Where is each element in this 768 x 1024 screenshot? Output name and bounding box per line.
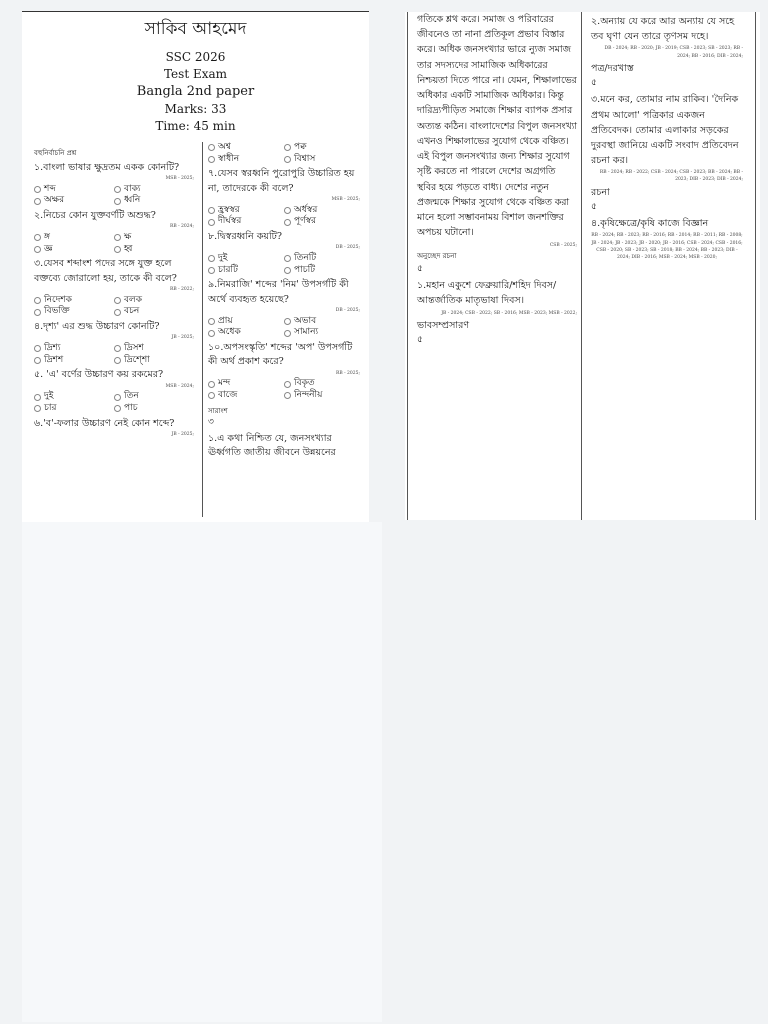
option[interactable] [34, 403, 114, 415]
options [34, 391, 194, 414]
question: ৫. 'এ' বর্ণের উচ্চারণ কয় রকমের? [34, 369, 164, 381]
radio-icon [208, 330, 215, 337]
option[interactable] [284, 205, 360, 217]
radio-icon [284, 207, 291, 214]
section-paragraph-marks: ৫ [417, 263, 423, 274]
option[interactable] [284, 327, 360, 339]
ref: DB - 2025; [335, 245, 360, 251]
option[interactable] [114, 195, 194, 207]
question: ৮.দ্বিস্বরধ্বনি কয়টি? [208, 231, 282, 242]
radio-icon [34, 309, 41, 316]
section-summary: সারাংশ [208, 406, 228, 415]
radio-icon [284, 381, 291, 388]
section-letter-marks: ৫ [591, 77, 597, 88]
option[interactable] [208, 327, 284, 339]
section-summary-marks: ৩ [208, 417, 214, 428]
option-label: দুই [218, 253, 228, 263]
subject: Bangla 2nd paper [136, 84, 255, 99]
ref: MSB - 2025; [331, 196, 360, 202]
radio-icon [34, 186, 41, 193]
option-label: পাচটি [294, 264, 316, 275]
options [208, 205, 360, 228]
question: ৬.'ব'-ফলার উচ্চারণ নেই কোন শব্দে? [34, 417, 175, 429]
options [208, 378, 360, 401]
question: ১.বাংলা ভাষার ক্ষুদ্রতম একক কোনটি? [34, 161, 180, 173]
ref: RB - 2025; [335, 370, 360, 376]
option[interactable] [208, 316, 284, 328]
option-label: হ্ব [124, 243, 133, 254]
option[interactable] [34, 184, 114, 196]
option-label: চার [44, 402, 57, 413]
ref: DB - 2025; [335, 307, 360, 313]
option[interactable] [284, 316, 360, 328]
radio-icon [34, 246, 41, 253]
radio-icon [208, 267, 215, 274]
column-1 [34, 146, 194, 440]
section-paragraph: অনুচ্ছেদ রচনা [417, 251, 457, 260]
option[interactable] [34, 343, 114, 355]
radio-icon [114, 198, 121, 205]
options [34, 295, 194, 318]
option[interactable] [34, 232, 114, 244]
radio-icon [34, 234, 41, 241]
exam-type: Test Exam [163, 67, 228, 81]
option-label: দ্রিশ্শো [124, 354, 150, 365]
option[interactable] [34, 355, 114, 367]
radio-icon [34, 297, 41, 304]
option[interactable] [114, 391, 194, 403]
radio-icon [284, 392, 291, 399]
option-label: জ্ঞ [44, 243, 53, 254]
marks: Marks: 33 [164, 102, 227, 116]
option-label: নিদেশক [44, 294, 72, 305]
option-label: ধ্বনি [124, 195, 141, 206]
option[interactable]: স্বাধীন [208, 154, 284, 166]
radio-icon [114, 405, 121, 412]
option[interactable] [284, 216, 360, 228]
question: ৩.যেসব শব্দাংশ পদের সঙ্গে যুক্ত হলে বক্তব্যে জোরালো হয়, তাকে কী বলে? [34, 258, 177, 284]
ref: RB - 2024; RB - 2023; RB - 2016; RB - 2014; RB - 2011; RB - 2008; JB - 2024; JB - 2023; JB - 2020; JB - 2016; CSB - 2024; CSB - 2016; CSB - 2020; SB - 2023; SB - 2018; BB - 2024; BB - 2023; DIB - 2024; DIB - 2016; MSB - 2024; MSB - 2020; [591, 233, 743, 260]
question: ৭.যেসব স্বরধ্বনি পুরোপুরি উচ্চারিত হয় না, তাদেরকে কী বলে? [208, 168, 355, 194]
radio-icon [284, 156, 291, 163]
option-label: অধেক [218, 327, 241, 338]
radio-icon [208, 318, 215, 325]
option[interactable] [208, 378, 284, 390]
radio-icon [34, 394, 41, 401]
option[interactable] [114, 244, 194, 256]
option-label: তিন [124, 391, 139, 402]
question: ৪.দৃশ্য' এর শুদ্ধ উচ্চারণ কোনটি? [34, 320, 160, 332]
page-right-left-edge [407, 12, 408, 520]
column-divider-right [581, 12, 582, 520]
radio-icon [114, 297, 121, 304]
radio-icon [284, 219, 291, 226]
option[interactable]: অশ্ব [208, 142, 284, 154]
radio-icon [208, 219, 215, 226]
options [34, 232, 194, 255]
blank-area [22, 522, 382, 1022]
section-expansion: ভাবসম্প্রসারণ [417, 319, 470, 331]
option[interactable] [208, 205, 284, 217]
radio-icon [34, 198, 41, 205]
radio-icon [114, 357, 121, 364]
page-left [22, 12, 369, 522]
radio-icon [208, 144, 215, 151]
option-label: শব্দ [44, 183, 56, 194]
option-label: বলক [124, 294, 143, 305]
ref: CSB - 2025; [549, 242, 577, 248]
option[interactable] [34, 195, 114, 207]
option-label: প্রায় [218, 315, 233, 326]
ref: RB - 2024; [169, 224, 194, 230]
summary-paragraph: গতিকে শ্লথ করে। সমাজ ও পরিবারের জীবনেও তা নানা প্রতিকূল প্রভাব বিস্তার করে। অধিক জনসংখ্যার ভারে ন্যুজ সমাজ তার সদস্যদের সামাজিক অধিকারের নিশ্চয়তা দিতে পারে না। যেমন, শিক্ষালাভের অধিকার একটি সামাজিক অধিকার। কিন্তু দারিদ্র্যপীড়িত সমাজে শিক্ষার ব্যাপক প্রসার অত্যন্ত কঠিন। বাংলাদেশের বিপুল জনসংখ্যা এখনও শিক্ষালাভের সুযোগ থেকে বঞ্চিত। এই বিপুল জনসংখ্যার জন্য শিক্ষার সুযোগ সৃষ্টি করতে না পারলে দেশের অগ্রগতি স্থবির হয়ে পড়তে বাধ্য। দেশের নতুন প্রজন্মকে শিক্ষার সুযোগ থেকে বঞ্চিত করা মানে হলো সম্ভাবনাময় বিশাল জনশক্তির অপচয় ঘটানো। [417, 14, 578, 239]
option[interactable] [208, 216, 284, 228]
options [34, 343, 194, 366]
options [208, 316, 360, 339]
option-label: দ্রিসশ [124, 342, 144, 353]
options-q6 [208, 142, 360, 165]
section-essay-marks: ৫ [591, 201, 597, 212]
option[interactable] [284, 265, 360, 277]
option-label: তিনটি [294, 253, 317, 263]
option-label: ক্ষ [124, 231, 132, 242]
page-right [405, 12, 760, 520]
ref: JB - 2025; [171, 335, 194, 341]
time: Time: 45 min [155, 119, 236, 133]
radio-icon [284, 144, 291, 151]
option[interactable] [114, 403, 194, 415]
option[interactable] [114, 295, 194, 307]
option-label: হ্রস্বস্বর [218, 204, 240, 215]
option-label: অক্ষর [44, 195, 65, 206]
option-label: দ্রিশ্য [44, 342, 61, 353]
radio-icon [284, 318, 291, 325]
radio-icon [208, 381, 215, 388]
option[interactable] [114, 306, 194, 318]
radio-icon [34, 405, 41, 412]
option-label: অভাব [294, 315, 317, 326]
ref: JB - 2024; CSB - 2022; SB - 2016; MSB - 2023; MSB - 2022; [441, 310, 577, 316]
option[interactable]: বিশ্বাস [284, 154, 360, 166]
question-letter: ৩.মনে কর, তোমার নাম রাকিব। 'দৈনিক প্রথম আলো' পত্রিকার একজন প্রতিবেদক। তোমার এলাকার সড়কের দুরবস্থা জানিয়ে একটি সংবাদ প্রতিবেদন রচনা কর। [591, 94, 739, 167]
column-divider [202, 142, 203, 517]
option[interactable] [34, 244, 114, 256]
option[interactable] [284, 378, 360, 390]
section-mcq: বহুনির্বাচনি প্রশ্ন [34, 149, 77, 157]
radio-icon [114, 186, 121, 193]
option-label: পাচ [124, 402, 138, 413]
ref: MSB - 2025; [165, 175, 194, 181]
option[interactable] [114, 184, 194, 196]
ref: RB - 2024; RB - 2022; CSB - 2024; CSB - 2023; BB - 2024; BB - 2023; DIB - 2023; DIB - 2024; [599, 170, 743, 183]
option[interactable] [114, 355, 194, 367]
options [208, 253, 360, 276]
page-right-right-edge [755, 12, 756, 520]
radio-icon [208, 392, 215, 399]
option[interactable] [208, 390, 284, 402]
option-label: ঙ্গ [44, 231, 50, 242]
ref: DB - 2024; RB - 2020; JB - 2019; CSB - 2023; SB - 2023; RB - 2024; BB - 2016; DIB - 2024; [604, 46, 743, 59]
radio-icon [34, 357, 41, 364]
option-label: সামান্য [294, 327, 319, 338]
option[interactable] [114, 343, 194, 355]
question-summary: ১.এ কথা নিশ্চিত যে, জনসংখ্যার ঊর্ধ্বগতি জাতীয় জীবনে উন্নয়নের [208, 432, 336, 458]
column-2 [208, 142, 360, 460]
option[interactable] [284, 390, 360, 402]
option-label: দুই [44, 391, 54, 402]
question-paragraph: ১.মহান একুশে ফেব্রুয়ারি/শহিদ দিবস/আন্তর্জাতিক মাতৃভাষা দিবস। [417, 280, 557, 307]
ref: MSB - 2024; [165, 383, 194, 389]
section-expansion-marks: ৫ [417, 335, 423, 346]
radio-icon [208, 255, 215, 262]
radio-icon [114, 309, 121, 316]
section-letter: পত্র/দরখাস্ত [591, 62, 634, 74]
student-name: সাকিব আহমেদ [144, 19, 247, 39]
option[interactable] [114, 232, 194, 244]
option-label: বিকৃত [294, 378, 315, 389]
option-label: দ্রিশশ [44, 354, 64, 365]
radio-icon [208, 156, 215, 163]
radio-icon [284, 255, 291, 262]
question: ৯.নিমরাজি' শব্দের 'নিম' উপসর্গটি কী অর্থে ব্যবহৃত হয়েছে? [208, 279, 349, 305]
option[interactable] [34, 306, 114, 318]
question-expansion: ২.অন্যায় যে করে আর অন্যায় যে সহে তব ঘৃণা যেন তারে তৃণসম দহে। [591, 16, 735, 43]
radio-icon [34, 345, 41, 352]
option-label: দীর্ঘস্বর [218, 216, 242, 227]
exam-year: SSC 2026 [165, 50, 226, 64]
option-label: চারটি [218, 264, 238, 275]
section-essay: রচনা [591, 186, 610, 198]
radio-icon [208, 207, 215, 214]
option[interactable] [208, 265, 284, 277]
question-essay: ৪.কৃষিক্ষেত্রে/কৃষি কাজে বিজ্ঞান [591, 218, 709, 230]
radio-icon [284, 330, 291, 337]
option-label: বাক্য [124, 183, 141, 194]
radio-icon [114, 246, 121, 253]
option-label: বচন [124, 306, 140, 317]
option-label: বাজে [218, 389, 238, 400]
option[interactable] [284, 253, 360, 265]
ref: RB - 2022; [169, 286, 194, 292]
option-label: পূর্ণস্বর [294, 216, 316, 227]
ref: JB - 2025; [171, 431, 194, 437]
option-label: নিন্দনীয় [294, 389, 323, 400]
radio-icon [114, 345, 121, 352]
question: ১০.অপসংস্কৃতি' শব্দের 'অপ' উপসর্গটি কী অর্থ প্রকাশ করে? [208, 342, 353, 368]
radio-icon [114, 394, 121, 401]
option-label: বিভক্তি [44, 306, 70, 317]
radio-icon [284, 267, 291, 274]
option-label: অর্ধস্বর [294, 204, 318, 215]
radio-icon [114, 234, 121, 241]
option[interactable] [34, 295, 114, 307]
options [34, 184, 194, 207]
option[interactable] [208, 253, 284, 265]
column-4 [591, 12, 743, 262]
column-3 [417, 12, 577, 347]
option[interactable]: পক্ব [284, 142, 360, 154]
option[interactable] [34, 391, 114, 403]
option-label: মন্দ [218, 378, 231, 389]
question: ২.নিচের কোন যুক্তবর্ণটি অশুদ্ধ? [34, 209, 156, 221]
